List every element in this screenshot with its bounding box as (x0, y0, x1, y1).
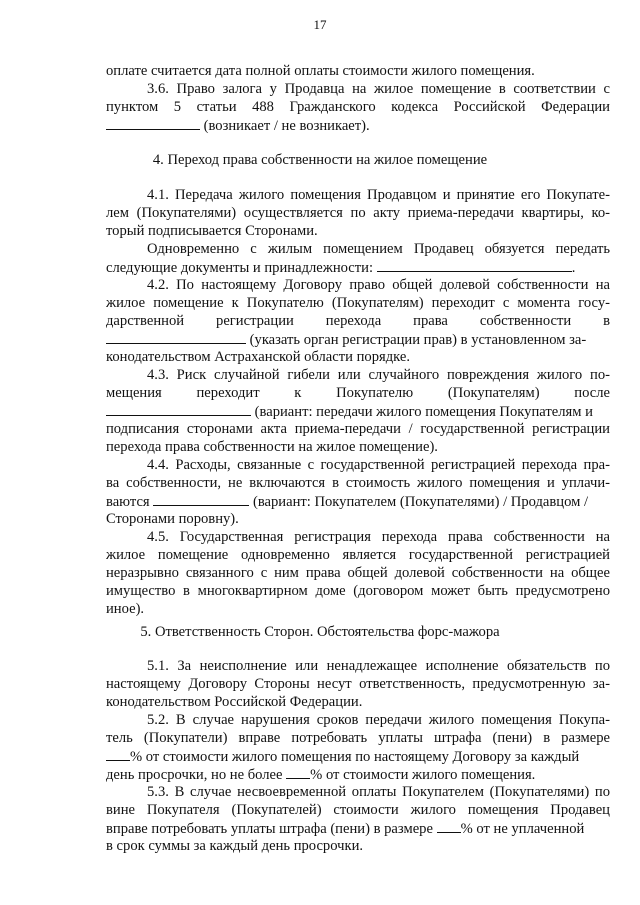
text-line: ва собственности, не включаются в стоимость жилого помещения и уплачи- (106, 475, 610, 491)
text-line: 4.5. Государственная регистрация перехода права собственности на (147, 529, 610, 545)
text-line: 5.1. За неисполнение или ненадлежащее исполнение обязательств по (147, 658, 610, 674)
text-line: перехода права собственности на жилое помещение). (106, 439, 438, 455)
text-line: тель (Покупатели) вправе потребовать уплаты штрафа (пени) в размере (106, 730, 610, 746)
text-line: Сторонами поровну). (106, 511, 239, 527)
text-line: % от стоимости жилого помещения по настоящему Договору за каждый (106, 747, 610, 766)
text-line: 4.3. Риск случайной гибели или случайного повреждения жилого по- (147, 367, 610, 383)
section-heading: 5. Ответственность Сторон. Обстоятельства форс-мажора (140, 624, 500, 640)
text-line: мещения переходит к Покупателю (Покупателям) после (106, 385, 610, 401)
fill-blank[interactable] (106, 747, 130, 761)
text-line: вправе потребовать уплаты штрафа (пени) в размере % от не уплаченной (106, 821, 585, 837)
text-line: лем (Покупателями) осуществляется по акту приема-передачи квартиры, ко- (106, 205, 610, 221)
text-line: настоящему Договору Стороны несут ответственность, предусмотренную за- (106, 676, 610, 692)
fill-blank[interactable] (437, 819, 461, 833)
text-line: 4.1. Передача жилого помещения Продавцом и принятие его Покупате- (147, 187, 610, 203)
page-number: 17 (313, 17, 327, 32)
text-line: имущество в многоквартирном доме (договором может быть предусмотрено (106, 583, 610, 599)
text-line: конодательством Российской Федерации. (106, 694, 363, 710)
text-line: вине Покупателя (Покупателей) стоимости жилого помещения Продавец (106, 802, 610, 818)
text-line: 4.4. Расходы, связанные с государственной регистрацией перехода пра- (147, 457, 610, 473)
text-line: 5.3. В случае несвоевременной оплаты Покупателем (Покупателями) по (147, 784, 610, 800)
fill-blank[interactable] (106, 402, 251, 416)
text-line: ваются (вариант: Покупателем (Покупателями) / Продавцом / (106, 494, 589, 510)
text-line: (вариант: передачи жилого помещения Покупателям и (106, 402, 610, 421)
text-line: торый подписывается Сторонами. (106, 223, 318, 239)
text-line: (возникает / не возникает). (106, 116, 610, 135)
text-line: подписания сторонами акта приема-передачи / государственной регистрации (106, 421, 610, 437)
text-line: дарственной регистрации перехода права собственности в (106, 313, 610, 329)
text-line: в срок суммы за каждый день просрочки. (106, 838, 364, 854)
fill-blank[interactable] (153, 492, 249, 506)
text-line: жилое помещение одновременно является государственной регистрацией (106, 547, 610, 563)
fill-blank[interactable] (377, 258, 572, 272)
fill-blank[interactable] (106, 116, 200, 130)
text-line: Одновременно с жилым помещением Продавец обязуется передать (147, 241, 610, 257)
text-line: пунктом 5 статьи 488 Гражданского кодекса Российской Федерации (106, 99, 610, 115)
fill-blank[interactable] (286, 765, 310, 779)
fill-blank[interactable] (106, 330, 246, 344)
text-line: день просрочки, но не более % от стоимости жилого помещения. (106, 767, 536, 783)
text-line: следующие документы и принадлежности: . (106, 260, 576, 276)
text-line: 4.2. По настоящему Договору право общей долевой собственности на (147, 277, 610, 293)
text-line: жилое помещение к Покупателю (Покупателям) переходит с момента госу- (106, 295, 610, 311)
section-heading: 4. Переход права собственности на жилое помещение (152, 152, 488, 168)
text-line: 3.6. Право залога у Продавца на жилое помещение в соответствии с (147, 81, 610, 97)
text-line: (указать орган регистрации прав) в установленном за- (106, 330, 610, 349)
text-line: конодательством Астраханской области порядке. (106, 349, 410, 365)
text-line: неразрывно связанного с ним права общей долевой собственности на общее (106, 565, 610, 581)
text-line: оплате считается дата полной оплаты стоимости жилого помещения. (106, 63, 535, 79)
text-line: 5.2. В случае нарушения сроков передачи жилого помещения Покупа- (147, 712, 610, 728)
text-line: иное). (106, 601, 145, 617)
